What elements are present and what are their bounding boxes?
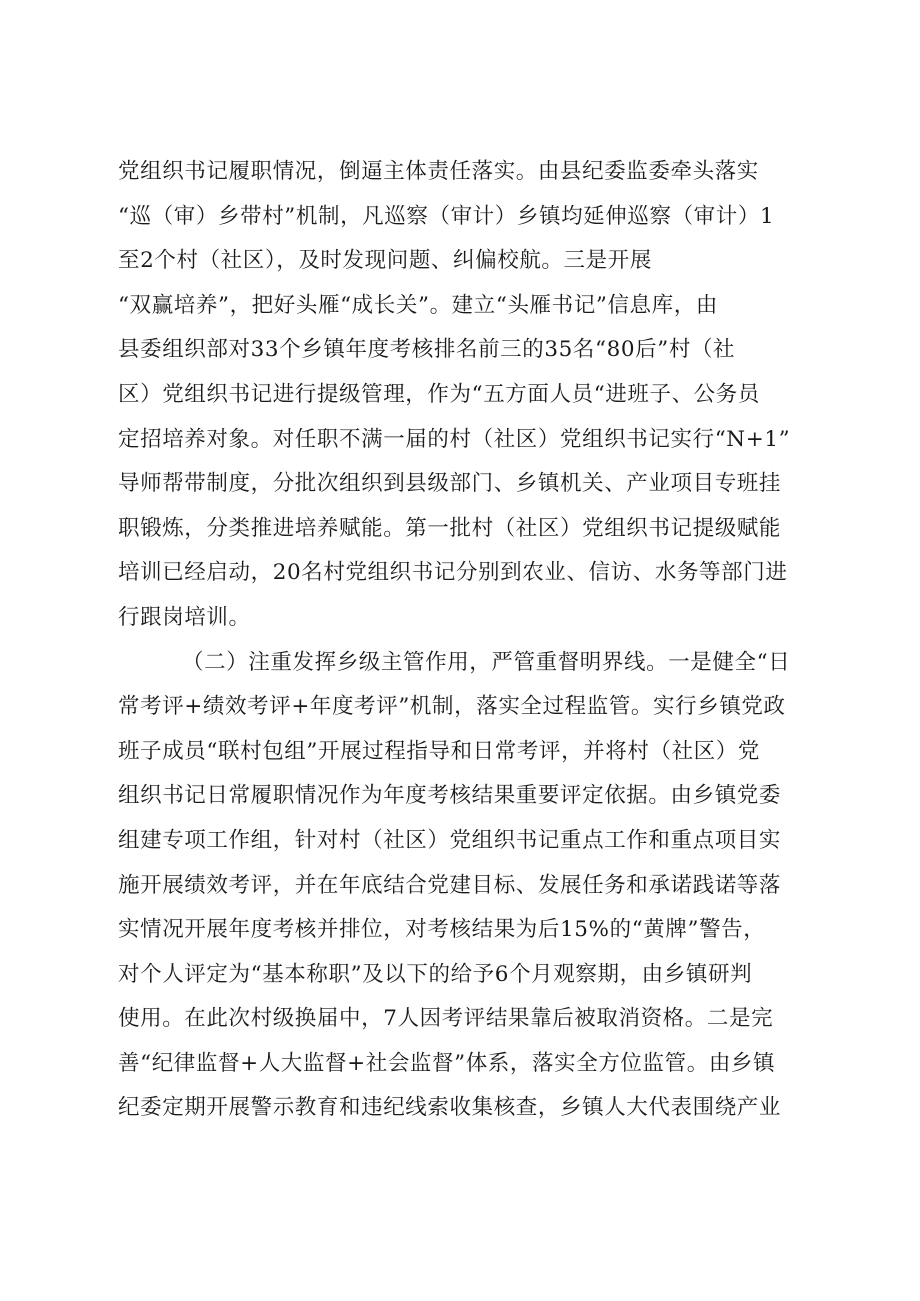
text-line: 实情况开展年度考核并排位，对考核结果为后15%的“黄牌”警告， bbox=[118, 917, 766, 943]
document-body bbox=[118, 150, 818, 1131]
text-line: 县委组织部对33个乡镇年度考核排名前三的35名“80后”村（社 bbox=[118, 337, 736, 363]
text-line: 常考评+绩效考评+年度考评”机制，落实全过程监管。实行乡镇党政 bbox=[118, 694, 786, 720]
text-line: “双赢培养”，把好头雁“成长关”。建立“头雁书记”信息库，由 bbox=[118, 292, 718, 318]
text-line: 行跟岗培训。 bbox=[118, 604, 251, 630]
text-line: 对个人评定为“基本称职”及以下的给予6个月观察期，由乡镇研判 bbox=[118, 961, 753, 987]
text-line: 班子成员“联村包组”开展过程指导和日常考评，并将村（社区）党 bbox=[118, 738, 760, 764]
text-line: 善“纪律监督+人大监督+社会监督”体系，落实全方位监管。由乡镇 bbox=[118, 1050, 776, 1076]
text-line: 党组织书记履职情况，倒逼主体责任落实。由县纪委监委牵头落实 bbox=[118, 159, 759, 184]
text-line: 职锻炼，分类推进培养赋能。第一批村（社区）党组织书记提级赋能 bbox=[118, 515, 782, 541]
text-line: 培训已经启动，20名村党组织书记分别到农业、信访、水务等部门进 bbox=[118, 560, 788, 586]
text-line: 使用。在此次村级换届中，7人因考评结果靠后被取消资格。二是完 bbox=[118, 1006, 774, 1032]
text-line: 至2个村（社区），及时发现问题、纠偏校航。三是开展 bbox=[118, 248, 652, 274]
text-line: 组织书记日常履职情况作为年度考核结果重要评定依据。由乡镇党委 bbox=[118, 783, 782, 809]
text-line: 导师帮带制度，分批次组织到县级部门、乡镇机关、产业项目专班挂 bbox=[118, 471, 782, 497]
section-heading-line: （二）注重发挥乡级主管作用，严管重督明界线。一是健全“日 bbox=[182, 649, 791, 675]
text-line: “巡（审）乡带村”机制，凡巡察（审计）乡镇均延伸巡察（审计）1 bbox=[118, 203, 775, 229]
text-line: 组建专项工作组，针对村（社区）党组织书记重点工作和重点项目实 bbox=[118, 827, 782, 853]
text-line: 区）党组织书记进行提级管理，作为“五方面人员“进班子、公务员 bbox=[118, 381, 760, 407]
text-line: 纪委定期开展警示教育和违纪线索收集核查，乡镇人大代表围绕产业 bbox=[118, 1095, 782, 1121]
text-line: 施开展绩效考评，并在年底结合党建目标、发展任务和承诺践诺等落 bbox=[118, 872, 782, 898]
text-line: 定招培养对象。对任职不满一届的村（社区）党组织书记实行“N+1” bbox=[118, 426, 791, 452]
